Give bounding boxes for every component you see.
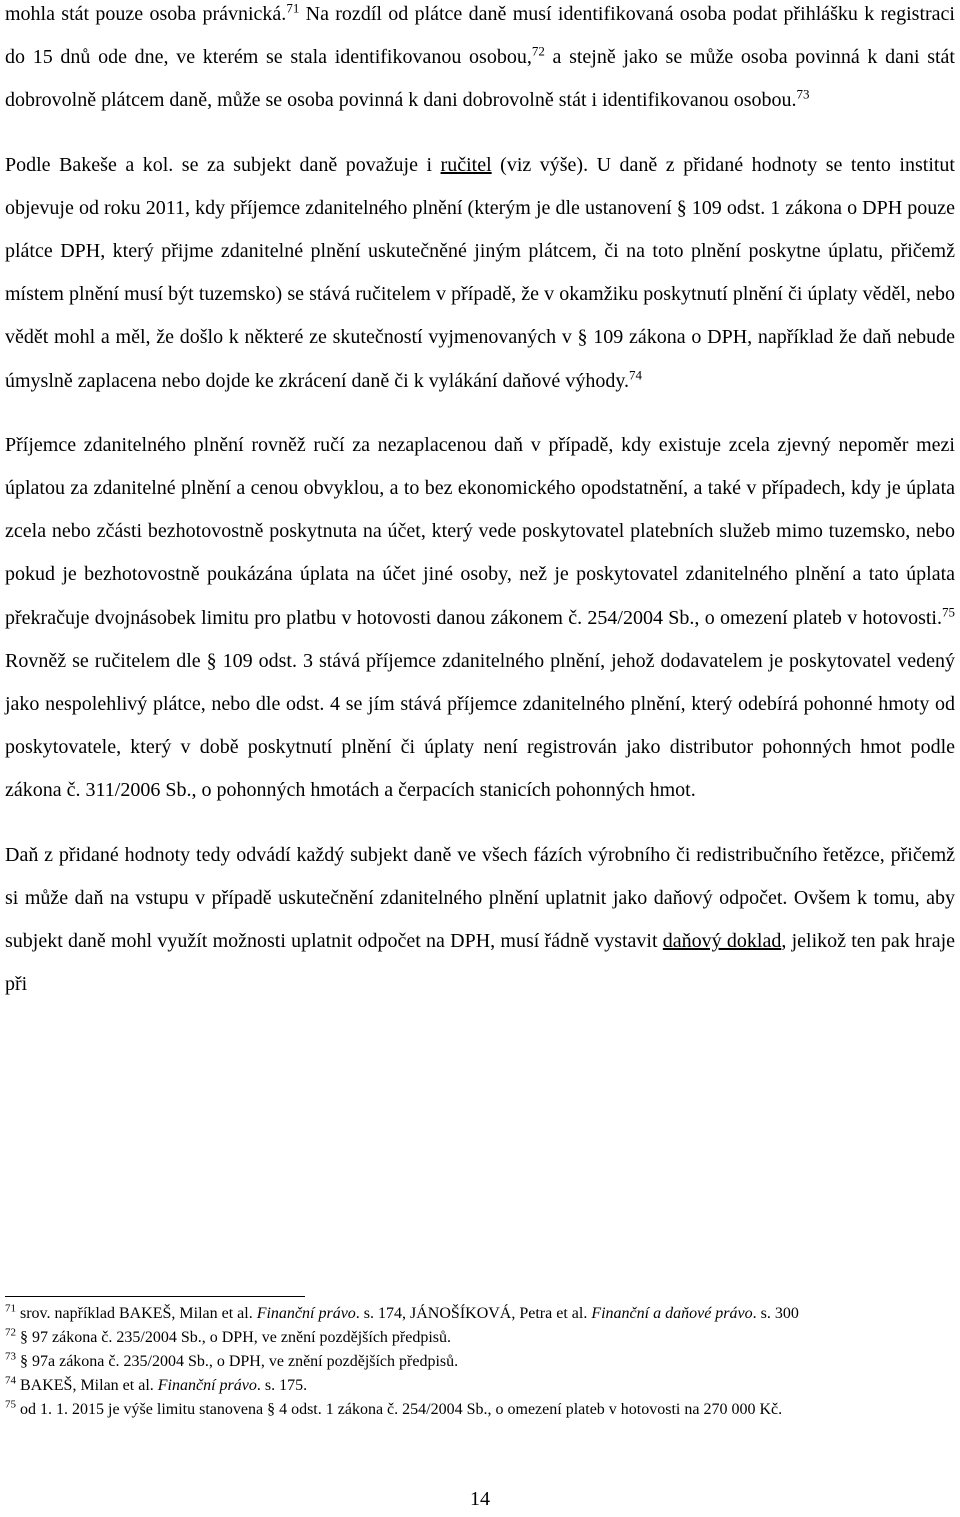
footnote-text: § 97 zákona č. 235/2004 Sb., o DPH, ve znění pozdějších předpisů. xyxy=(16,1329,452,1346)
text-run: Daň z přidané hodnoty tedy odvádí každý subjekt daně ve všech fázích výrobního či redistribučního řetězce, přičemž si může daň na vstupu v případě uskutečnění zdanitelného plnění uplatnit jako daňový odpočet. Ovšem k tomu, aby subjekt daně mohl využít možnosti uplatnit odpočet na DPH, musí řádně vystavit xyxy=(5,843,955,953)
paragraph-4 xyxy=(5,834,955,1007)
footnotes xyxy=(5,1302,955,1422)
text-run: Na rozdíl od plátce daně musí identifikovaná osoba podat přihlášku k registraci do 15 dnů ode dne, ve kterém se stala identifikovanou osobou, xyxy=(5,3,955,69)
footnote-italic: Finanční a daňové právo xyxy=(591,1305,753,1322)
text-run: , jelikož ten pak hraje při xyxy=(5,930,956,996)
text-run: Podle Bakeše a kol. se za subjekt daně považuje i xyxy=(5,153,441,176)
text-run: Příjemce zdanitelného plnění rovněž ručí za nezaplacenou daň v případě, kdy existuje zcela zjevný nepoměr mezi úplatou za zdanitelné plnění a cenou obvyklou, a to bez ekonomického opodstatnění, a také v případech, kdy je úplata zcela nebo zčásti bezhotovostně poskytnuta na účet, který vede poskytovatel platebních služeb mimo tuzemsko, nebo pokud je bezhotovostně poukázána úplata na účet jiné osoby, než je poskytovatel zdanitelného plnění a tato úplata překračuje dvojnásobek limitu pro platbu v hotovosti danou zákonem č. 254/2004 Sb., o omezení plateb v hotovosti. xyxy=(5,433,955,629)
body-text xyxy=(5,0,955,1006)
text-run: (viz výše). U daně z přidané hodnoty se tento institut objevuje od roku 2011, kdy příjemce zdanitelného plnění (kterým je dle ustanovení § 109 odst. 1 zákona o DPH pouze plátce DPH, který přijme zdanitelné plnění uskutečněné jiným plátcem, či na toto plnění poskytne úplatu, přičemž místem plnění musí být tuzemsko) se stává ručitelem v případě, že v okamžiku poskytnutí plnění či úplaty věděl, nebo vědět mohl a měl, že došlo k některé ze skutečností vyjmenovaných v § 109 zákona o DPH, například že daň nebude úmyslně zaplacena nebo dojde ke zkrácení daně či k vylákání daňové výhody. xyxy=(5,153,955,392)
link-danovy-doklad[interactable]: daňový doklad xyxy=(662,930,782,953)
document-page xyxy=(5,0,955,1006)
footnote-text: srov. například BAKEŠ, Milan et al. xyxy=(16,1305,257,1322)
footnote-number: 74 xyxy=(5,1374,16,1387)
link-rucitel[interactable]: ručitel xyxy=(440,153,492,176)
page-number: 14 xyxy=(470,1488,490,1510)
footnote-text: . s. 300 xyxy=(752,1305,799,1322)
text-run: Rovněž se ručitelem dle § 109 odst. 3 stává příjemce zdanitelného plnění, jehož dodavatelem je poskytovatel vedený jako nespolehlivý plátce, nebo dle odst. 4 se jím stává příjemce zdanitelného plnění, který odebírá pohonné hmoty od poskytovatele, který v době poskytnutí plnění či úplaty není registrován jako distributor pohonných hmot podle zákona č. 311/2006 Sb., o pohonných hmotách a čerpacích stanicích pohonných hmot. xyxy=(5,649,955,802)
footnote-number: 72 xyxy=(5,1326,16,1339)
footnote-italic: Finanční právo xyxy=(157,1377,257,1394)
footnote-separator xyxy=(5,1296,305,1297)
paragraph-3 xyxy=(5,424,955,813)
footnote-italic: Finanční právo xyxy=(256,1305,356,1322)
text-run: a stejně jako se může osoba povinná k dani stát dobrovolně plátcem daně, může se osoba povinná k dani dobrovolně stát i identifikovanou osobou. xyxy=(5,46,955,112)
footnote-number: 73 xyxy=(5,1350,16,1363)
footnote-ref-73[interactable]: 73 xyxy=(796,86,810,102)
paragraph-2 xyxy=(5,144,955,403)
footnote-71 xyxy=(5,1302,955,1326)
footnote-text: BAKEŠ, Milan et al. xyxy=(16,1377,158,1394)
footnote-74 xyxy=(5,1374,955,1398)
footnote-75 xyxy=(5,1398,955,1422)
footnote-number: 71 xyxy=(5,1302,16,1315)
footnote-text: § 97a zákona č. 235/2004 Sb., o DPH, ve znění pozdějších předpisů. xyxy=(16,1353,459,1370)
footnote-text: od 1. 1. 2015 je výše limitu stanovena § 4 odst. 1 zákona č. 254/2004 Sb., o omezení plateb v hotovosti na 270 000 Kč. xyxy=(16,1401,783,1418)
footnote-ref-75[interactable]: 75 xyxy=(942,603,955,619)
footnote-ref-71[interactable]: 71 xyxy=(286,0,300,16)
footnote-text: . s. 174, JÁNOŠÍKOVÁ, Petra et al. xyxy=(355,1305,592,1322)
footnote-ref-72[interactable]: 72 xyxy=(531,43,545,59)
text-run: mohla stát pouze osoba právnická. xyxy=(5,3,287,25)
footnote-number: 75 xyxy=(5,1398,16,1411)
footnote-ref-74[interactable]: 74 xyxy=(629,366,643,382)
footnote-73 xyxy=(5,1350,955,1374)
footnote-72 xyxy=(5,1326,955,1350)
paragraph-1 xyxy=(5,0,955,123)
footnote-text: . s. 175. xyxy=(256,1377,308,1394)
